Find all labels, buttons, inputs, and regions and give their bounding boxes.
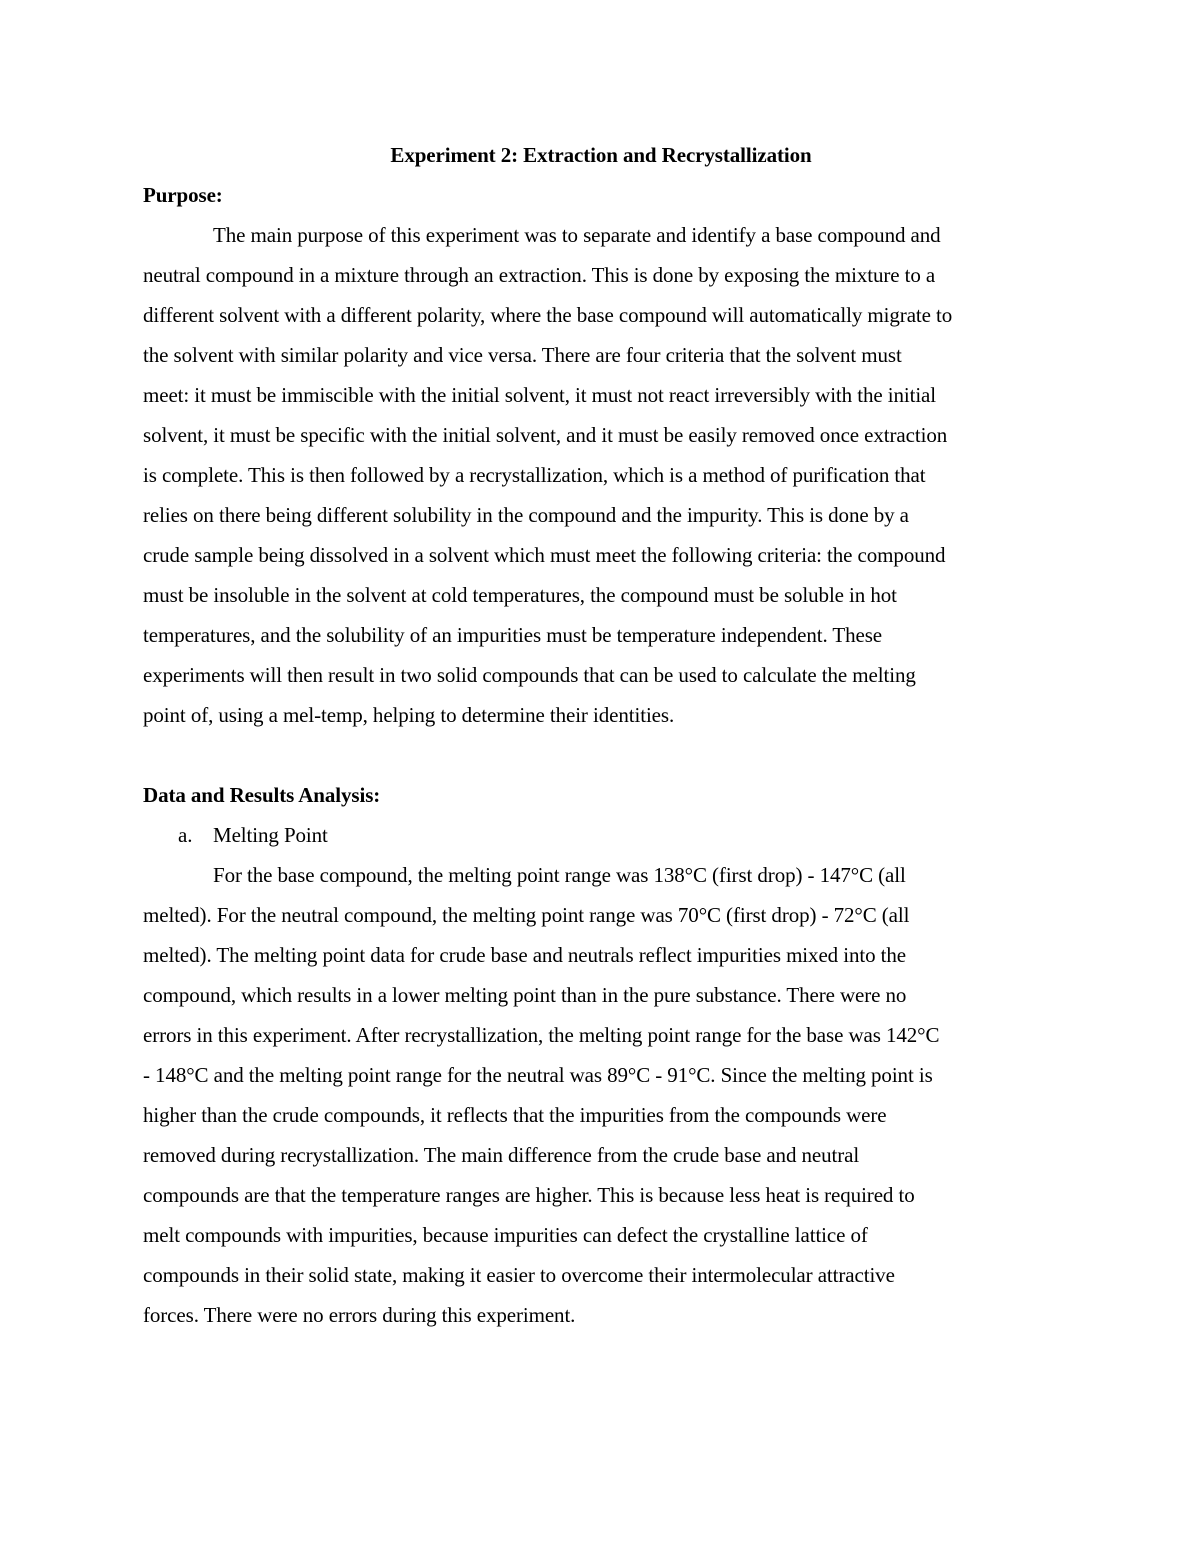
- text-line: solvent, it must be specific with the initial solvent, and it must be easily removed once extraction: [143, 423, 948, 447]
- text-line: different solvent with a different polarity, where the base compound will automatically migrate to: [143, 303, 953, 327]
- purpose-heading: Purpose:: [143, 183, 223, 207]
- text-line: compound, which results in a lower melting point than in the pure substance. There were no: [143, 983, 907, 1007]
- text-line: errors in this experiment. After recrystallization, the melting point range for the base was 142°C: [143, 1023, 940, 1047]
- text-line: is complete. This is then followed by a recrystallization, which is a method of purification that: [143, 463, 926, 487]
- list-item-label: Melting Point: [213, 823, 328, 847]
- text-line: experiments will then result in two solid compounds that can be used to calculate the melting: [143, 663, 916, 687]
- melting-point-paragraph: [143, 855, 1059, 1335]
- document-title: Experiment 2: Extraction and Recrystallization: [390, 143, 812, 167]
- text-line: melted). For the neutral compound, the melting point range was 70°C (first drop) - 72°C (all: [143, 903, 910, 927]
- purpose-paragraph: [143, 215, 1059, 735]
- text-line: The main purpose of this experiment was to separate and identify a base compound and: [213, 223, 941, 247]
- data-results-heading: Data and Results Analysis:: [143, 783, 381, 807]
- text-line: point of, using a mel-temp, helping to determine their identities.: [143, 703, 675, 727]
- text-line: crude sample being dissolved in a solvent which must meet the following criteria: the compound: [143, 543, 946, 567]
- text-line: removed during recrystallization. The main difference from the crude base and neutral: [143, 1143, 860, 1167]
- text-line: relies on there being different solubility in the compound and the impurity. This is done by a: [143, 503, 909, 527]
- text-line: For the base compound, the melting point range was 138°C (first drop) - 147°C (all: [213, 863, 906, 887]
- text-line: compounds are that the temperature ranges are higher. This is because less heat is required to: [143, 1183, 915, 1207]
- text-line: temperatures, and the solubility of an impurities must be temperature independent. These: [143, 623, 883, 647]
- text-line: forces. There were no errors during this experiment.: [143, 1303, 576, 1327]
- text-line: - 148°C and the melting point range for the neutral was 89°C - 91°C. Since the melting point is: [143, 1063, 933, 1087]
- text-line: melted). The melting point data for crude base and neutrals reflect impurities mixed into the: [143, 943, 906, 967]
- text-line: neutral compound in a mixture through an extraction. This is done by exposing the mixture to a: [143, 263, 936, 287]
- list-item-melting-point: [143, 815, 1059, 855]
- paragraph-spacer: [143, 735, 1059, 775]
- list-item-marker: a.: [178, 823, 193, 847]
- text-line: higher than the crude compounds, it reflects that the impurities from the compounds were: [143, 1103, 887, 1127]
- text-line: melt compounds with impurities, because impurities can defect the crystalline lattice of: [143, 1223, 868, 1247]
- text-line: must be insoluble in the solvent at cold temperatures, the compound must be soluble in hot: [143, 583, 897, 607]
- text-line: the solvent with similar polarity and vice versa. There are four criteria that the solvent must: [143, 343, 902, 367]
- text-line: compounds in their solid state, making it easier to overcome their intermolecular attractive: [143, 1263, 895, 1287]
- text-line: meet: it must be immiscible with the initial solvent, it must not react irreversibly with the initial: [143, 383, 937, 407]
